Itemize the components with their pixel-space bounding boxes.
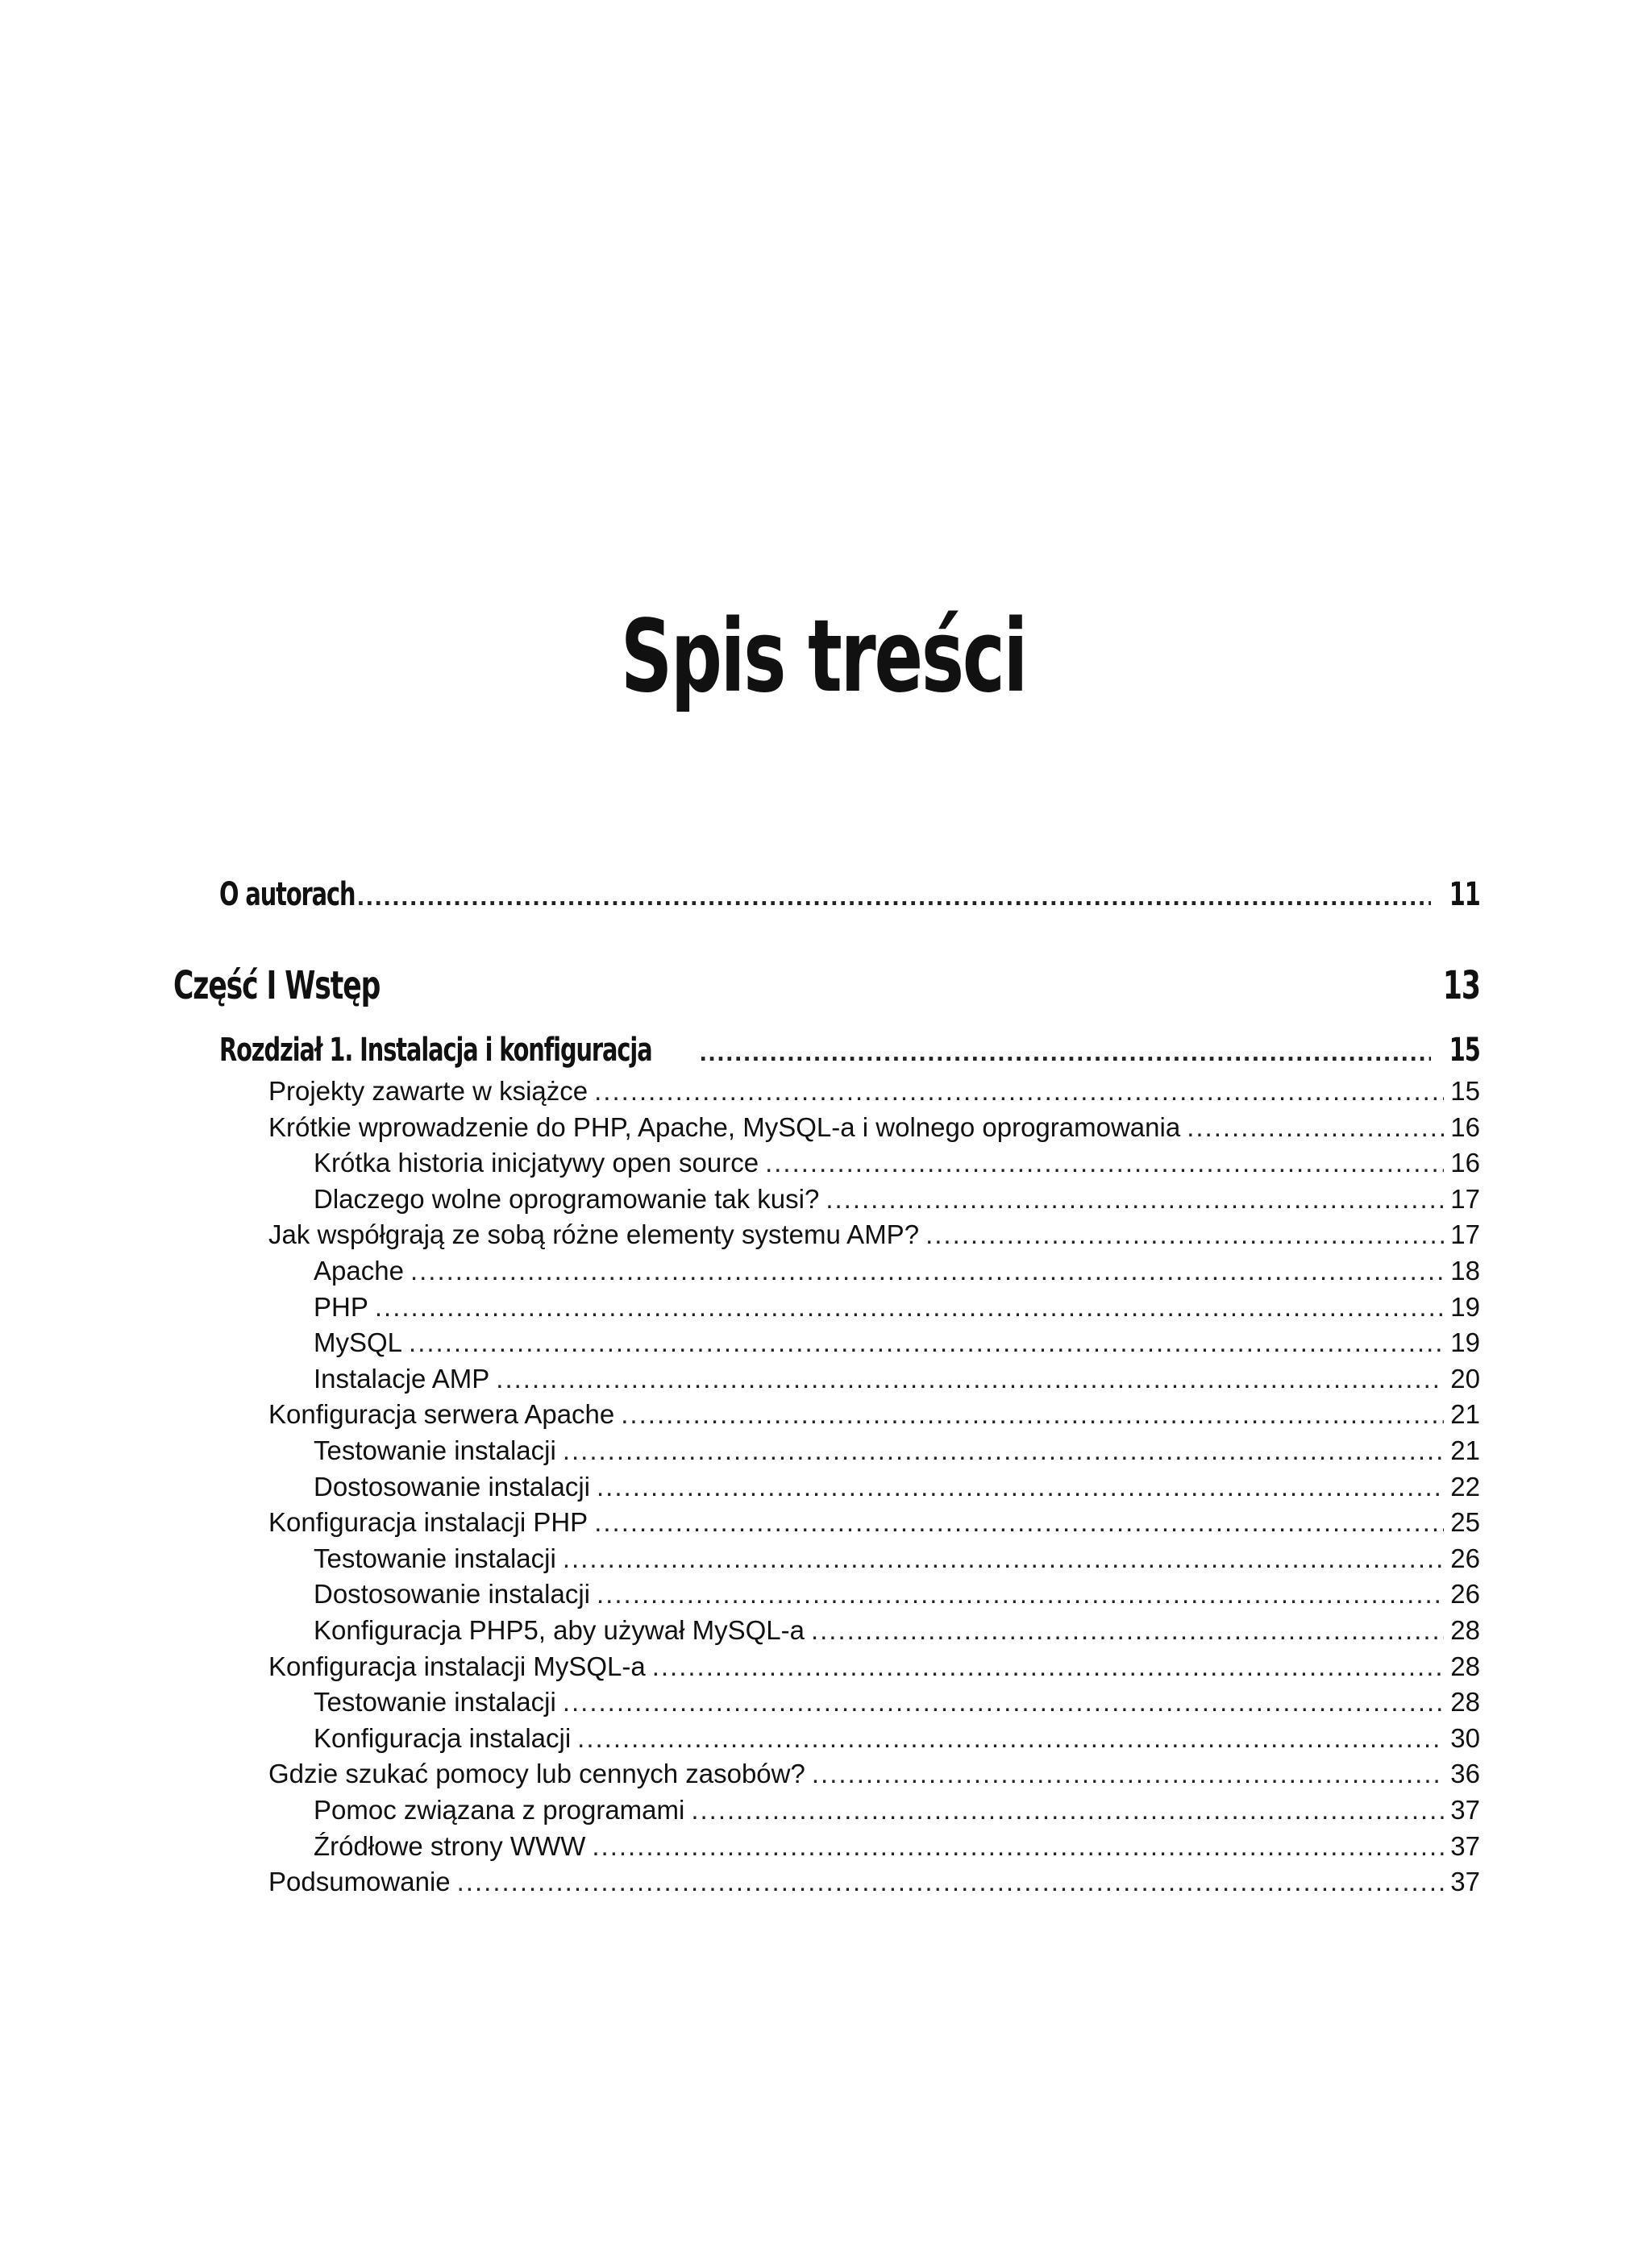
chapter-title: Rozdział 1. Instalacja i konfiguracja bbox=[219, 1032, 652, 1069]
dot-leader bbox=[563, 1433, 1444, 1469]
toc-part-heading[interactable] bbox=[173, 962, 1480, 1010]
toc-entry[interactable] bbox=[268, 1074, 1480, 1110]
dot-leader bbox=[409, 1325, 1444, 1361]
part-title: Część I Wstęp bbox=[173, 963, 381, 1008]
dot-leader bbox=[925, 1217, 1444, 1253]
toc-entry[interactable] bbox=[314, 1829, 1480, 1865]
toc-chapter-heading[interactable] bbox=[219, 1028, 1480, 1077]
dot-leader bbox=[765, 1145, 1444, 1182]
chapter-page: 15 bbox=[1449, 1032, 1480, 1069]
toc-entry-about[interactable] bbox=[219, 870, 1480, 923]
toc-entry-page: 37 bbox=[1450, 1867, 1480, 1897]
dot-leader bbox=[652, 1649, 1445, 1685]
toc-entry-label: Jak współgrają ze sobą różne elementy systemu AMP? bbox=[268, 1219, 920, 1250]
toc-entry-label: Krótka historia inicjatywy open source bbox=[314, 1148, 759, 1178]
toc-entry-page: 28 bbox=[1450, 1687, 1480, 1718]
toc-entry[interactable] bbox=[314, 1721, 1480, 1757]
dot-leader bbox=[811, 1613, 1444, 1649]
toc-entry[interactable] bbox=[314, 1290, 1480, 1326]
toc-entry-page: 17 bbox=[1450, 1219, 1480, 1250]
dot-leader bbox=[1187, 1110, 1444, 1146]
toc-entry-label: O autorach bbox=[219, 876, 356, 913]
toc-entry[interactable] bbox=[314, 1182, 1480, 1218]
toc-entry[interactable] bbox=[314, 1361, 1480, 1398]
dot-leader bbox=[826, 1182, 1444, 1218]
toc-entry-label: Dostosowanie instalacji bbox=[314, 1579, 591, 1610]
toc-entry-label: PHP bbox=[314, 1291, 368, 1322]
toc-entry[interactable] bbox=[268, 1217, 1480, 1253]
toc-entry[interactable] bbox=[268, 1649, 1480, 1685]
toc-entry[interactable] bbox=[314, 1613, 1480, 1649]
dot-leader bbox=[812, 1756, 1444, 1792]
dot-leader bbox=[331, 874, 1431, 923]
toc-entry-page: 21 bbox=[1450, 1435, 1480, 1465]
toc-entry-label: Gdzie szukać pomocy lub cennych zasobów? bbox=[268, 1759, 805, 1789]
toc-entry[interactable] bbox=[268, 1756, 1480, 1792]
toc-entry-page: 26 bbox=[1450, 1543, 1480, 1573]
toc-entry-label: Testowanie instalacji bbox=[314, 1435, 556, 1465]
toc-entry-label: Konfiguracja PHP5, aby używał MySQL-a bbox=[314, 1615, 805, 1645]
toc-entry[interactable] bbox=[314, 1576, 1480, 1613]
dot-leader bbox=[375, 1290, 1444, 1326]
dot-leader bbox=[563, 1541, 1444, 1577]
toc-entry-page: 21 bbox=[1450, 1399, 1480, 1430]
dot-leader bbox=[496, 1361, 1444, 1398]
dot-leader bbox=[597, 1576, 1444, 1613]
dot-leader bbox=[594, 1074, 1444, 1110]
toc-entry[interactable] bbox=[314, 1541, 1480, 1577]
toc-entry-page: 28 bbox=[1450, 1615, 1480, 1645]
toc-entry-label: Testowanie instalacji bbox=[314, 1543, 556, 1573]
toc-entry-label: Konfiguracja serwera Apache bbox=[268, 1399, 615, 1430]
dot-leader bbox=[597, 1469, 1444, 1506]
toc-entry[interactable] bbox=[314, 1325, 1480, 1361]
toc-entry-label: Konfiguracja instalacji PHP bbox=[268, 1507, 588, 1538]
toc-entry-label: Instalacje AMP bbox=[314, 1363, 490, 1394]
dot-leader bbox=[457, 1864, 1445, 1900]
dot-leader bbox=[594, 1505, 1444, 1541]
toc-entry-label: Dostosowanie instalacji bbox=[314, 1471, 591, 1502]
dot-leader bbox=[410, 1253, 1444, 1290]
toc-entry-page: 37 bbox=[1450, 1795, 1480, 1825]
toc-entry-page: 22 bbox=[1450, 1471, 1480, 1502]
toc-entry-page: 19 bbox=[1450, 1291, 1480, 1322]
toc-entry-page: 16 bbox=[1450, 1148, 1480, 1178]
toc-entry-label: Konfiguracja instalacji MySQL-a bbox=[268, 1651, 646, 1681]
toc-entry-page: 26 bbox=[1450, 1579, 1480, 1610]
toc-entry[interactable] bbox=[268, 1864, 1480, 1900]
dot-leader bbox=[577, 1721, 1444, 1757]
toc-entry-page: 36 bbox=[1450, 1759, 1480, 1789]
toc-entry-label: Apache bbox=[314, 1256, 404, 1286]
toc-entry-label: Dlaczego wolne oprogramowanie tak kusi? bbox=[314, 1183, 820, 1214]
toc-entry-label: Podsumowanie bbox=[268, 1867, 451, 1897]
toc-entry-page: 15 bbox=[1450, 1076, 1480, 1106]
toc-entry-label: Testowanie instalacji bbox=[314, 1687, 556, 1718]
toc-entry[interactable] bbox=[314, 1792, 1480, 1829]
toc-entry[interactable] bbox=[314, 1433, 1480, 1469]
part-page: 13 bbox=[1443, 963, 1480, 1008]
page-title: Spis treści bbox=[620, 599, 1027, 715]
toc-entry[interactable] bbox=[314, 1145, 1480, 1182]
dot-leader bbox=[699, 1032, 1431, 1077]
toc-entry-page: 25 bbox=[1450, 1507, 1480, 1538]
dot-leader bbox=[621, 1397, 1444, 1433]
toc-entry-page: 20 bbox=[1450, 1363, 1480, 1394]
toc-entry-label: Pomoc związana z programami bbox=[314, 1795, 685, 1825]
toc-entry[interactable] bbox=[268, 1110, 1480, 1146]
dot-leader bbox=[592, 1829, 1444, 1865]
toc-entry[interactable] bbox=[314, 1469, 1480, 1506]
toc-entry-label: Źródłowe strony WWW bbox=[314, 1830, 586, 1861]
dot-leader bbox=[563, 1684, 1444, 1721]
dot-leader bbox=[691, 1792, 1444, 1829]
toc-entry-page: 17 bbox=[1450, 1183, 1480, 1214]
toc-entry-page: 11 bbox=[1449, 876, 1480, 913]
toc-entry-page: 30 bbox=[1450, 1722, 1480, 1753]
toc-entry[interactable] bbox=[268, 1397, 1480, 1433]
toc-entry[interactable] bbox=[268, 1505, 1480, 1541]
toc-entry-label: Konfiguracja instalacji bbox=[314, 1722, 572, 1753]
toc-entry[interactable] bbox=[314, 1684, 1480, 1721]
toc-entry-label: Projekty zawarte w książce bbox=[268, 1076, 588, 1106]
toc-entry-label: Krótkie wprowadzenie do PHP, Apache, MySQL-a i wolnego oprogramowania bbox=[268, 1111, 1181, 1142]
toc-entry-page: 37 bbox=[1450, 1830, 1480, 1861]
toc-entry-page: 18 bbox=[1450, 1256, 1480, 1286]
toc-entry-page: 19 bbox=[1450, 1327, 1480, 1358]
toc-entry[interactable] bbox=[314, 1253, 1480, 1290]
toc-entry-page: 28 bbox=[1450, 1651, 1480, 1681]
toc-entry-label: MySQL bbox=[314, 1327, 403, 1358]
toc-entry-page: 16 bbox=[1450, 1111, 1480, 1142]
